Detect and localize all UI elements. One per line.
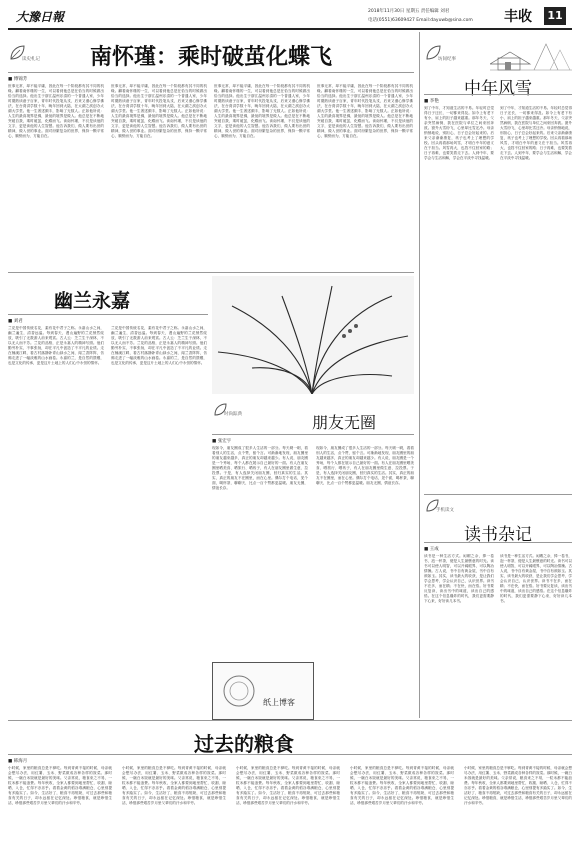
- pen-icon: ■: [424, 99, 429, 104]
- article-title: 朋友无圈: [312, 413, 377, 432]
- article-dushu: [424, 494, 572, 718]
- column-divider: [419, 32, 420, 494]
- column-badge: [8, 44, 56, 70]
- article-title: 幽兰永嘉: [54, 290, 131, 312]
- cabin-image: [490, 34, 572, 72]
- page-number-box: [544, 7, 566, 25]
- article-title: 读书杂记: [464, 525, 532, 545]
- orchid-image: [212, 276, 414, 394]
- author-name: 傅锦芳: [13, 77, 28, 82]
- article-body-col2: 兰花是中国传统名花，素有花中君子之称。永嘉山水之间，幽兰遍生，清香远溢。每到春天，漫山遍野的兰花悄然绽放，吸引了无数游人前来观赏。古人云：芝兰生于深林，不以无人而不芳。兰花的品格，正是永嘉人的精神写照。他们勤劳朴实，不事张扬，却在平凡中创造了不平凡的业绩。走在楠溪江畔，看古村落静卧青山绿水之间，闻兰香阵阵，仿佛走进了一幅淡雅的山水画卷。永嘉的兰，是自然的馈赠，也是文化的传承，更是这片土地上的人们心中永恒的情怀。: [111, 326, 207, 365]
- pen-icon: ■: [424, 547, 429, 552]
- article-body-col4: 小时候，家里的粮食总是不够吃。每到青黄不接的时候，母亲就会想尽办法，用红薯、玉米、野菜做成各种各样的饭菜。那时候，一碗白米饭就是最好的美味。父亲常说，粮食来之不易，一粒米都不能浪费。每年秋收，全家人都要到地里帮忙，收割、晾晒、入仓，忙得不亦乐乎。看着金黄的稻谷堆满粮仓，心里别提有多踏实了。如今，生活好了，粮食不再短缺，可过去那些和粮食有关的日子，却永远留在记忆深处。珍惜粮食，就是珍惜生活，珍惜那些艰苦岁月里父辈们的汗水和辛劳。: [350, 766, 454, 805]
- author-name: 张宏宇: [217, 439, 232, 444]
- pen-icon: ■: [212, 439, 217, 444]
- title-rule: [424, 542, 572, 543]
- article-body-col1: 读书是一种生活方式。闲暇之余，捧一卷书，泡一杯茶，便是人生最惬意的时光。读书可以使人明智，可以开阔眼界，可以陶冶情操。古人说，书中自有黄金屋，书中自有颜如玉。其实，读书最大的收获，是让我们学会思考，学会认识自己，认识世界。读书不在多，而在精；不在快，而在悟。好书要反复读，读出书中的味道，读出自己的感悟。在这个信息爆炸的时代，我们更需要静下心来，好好读几本书。: [424, 554, 494, 603]
- author-name: 刘君: [13, 319, 23, 324]
- byline: [212, 438, 231, 444]
- section-name: 丰收: [504, 9, 532, 25]
- byline: [8, 76, 27, 82]
- article-body-col1: 到了中年，才知道生活的不易。年轻时总觉得日子还长，一切都来得及。如今上有老下有小，肩上的担子越来越重。那年冬天，父亲突然病倒，我在医院与单位之间来回奔波。窗外大雪纷飞，心里却比雪还冷。母亲悄悄地说，别担心，日子总会好起来的。后来父亲渐渐康复，孩子也考上了理想的学校。回头再看那场风雪，才明白中年的意义在于担当。风雪再大，也挡不住回家的路；日子再难，也要笑着走下去。人到中年，要学会与生活和解，学会在平淡中寻找温暖。: [424, 106, 494, 160]
- byline: [8, 758, 27, 764]
- masthead-logo: 大豫日報: [16, 10, 65, 24]
- article-body-col3: 小时候，家里的粮食总是不够吃。每到青黄不接的时候，母亲就会想尽办法，用红薯、玉米、野菜做成各种各样的饭菜。那时候，一碗白米饭就是最好的美味。父亲常说，粮食来之不易，一粒米都不能浪费。每年秋收，全家人都要到地里帮忙，收割、晾晒、入仓，忙得不亦乐乎。看着金黄的稻谷堆满粮仓，心里别提有多踏实了。如今，生活好了，粮食不再短缺，可过去那些和粮食有关的日子，却永远留在记忆深处。珍惜粮食，就是珍惜生活，珍惜那些艰苦岁月里父辈们的汗水和辛劳。: [236, 766, 340, 805]
- column-title: 手机读文: [436, 508, 454, 513]
- ad-label: 纸上博客: [263, 698, 295, 707]
- title-rule: [8, 72, 414, 73]
- article-body-col3: 世事无常，却不能平庸，因此在每一个阶段都有其不同的机缘。翻看南怀瑾的一生，可以看到他总是在恰当的时候做出恰当的选择。他出生于浙江温州乐清的一个普通人家，少年时期熟读诸子百家，青年时代投笔从戎，后来又潜心修学佛法，在台湾讲学数十年，晚年回到大陆，在太湖之滨创办太湖大学堂。他一生著述颇丰，影响了无数人。正如他所说：人生的最高境界是佛，最低的境界是做人。他总是在不断地突破自我，乘时破茧，化蝶而飞。读南怀瑾，不仅是读他的文字，更是读他的人生智慧。他告诉我们，做人要有出世的精神，做入世的事业。面对纷繁复杂的世界，保持一颗平常心，顺势而为，方能自在。: [214, 84, 310, 138]
- title-rule: [424, 94, 572, 95]
- title-rule: [8, 754, 572, 755]
- title-rule: [212, 434, 414, 435]
- bottom-section-rule: [8, 720, 572, 721]
- article-body-col1: 小时候，家里的粮食总是不够吃。每到青黄不接的时候，母亲就会想尽办法，用红薯、玉米、野菜做成各种各样的饭菜。那时候，一碗白米饭就是最好的美味。父亲常说，粮食来之不易，一粒米都不能浪费。每年秋收，全家人都要到地里帮忙，收割、晾晒、入仓，忙得不亦乐乎。看着金黄的稻谷堆满粮仓，心里别提有多踏实了。如今，生活好了，粮食不再短缺，可过去那些和粮食有关的日子，却永远留在记忆深处。珍惜粮食，就是珍惜生活，珍惜那些艰苦岁月里父辈们的汗水和辛劳。: [8, 766, 112, 805]
- article-liangshi: [8, 722, 572, 842]
- article-body-col2: 读书是一种生活方式。闲暇之余，捧一卷书，泡一杯茶，便是人生最惬意的时光。读书可以使人明智，可以开阔眼界，可以陶冶情操。古人说，书中自有黄金屋，书中自有颜如玉。其实，读书最大的收获，是让我们学会思考，学会认识自己，认识世界。读书不在多，而在精；不在快，而在悟。好书要反复读，读出书中的味道，读出自己的感悟。在这个信息爆炸的时代，我们更需要静下心来，好好读几本书。: [500, 554, 572, 603]
- section-rule: [8, 272, 414, 273]
- title-rule: [8, 314, 208, 315]
- article-title: 过去的粮食: [194, 732, 294, 756]
- article-body-col2: 现如今，朋友圈成了很多人生活的一部分。每天刷一刷，看看别人的生活，点个赞，留个言。可渐渐地发现，朋友圈里的朋友越来越多，真正的朋友却越来越少。有人说，朋友圈是一个秀场，每个人都在展示自己最好的一面。有人在朋友圈里晒美食、晒旅行、晒孩子，有人在朋友圈里做生意、拉投票。于是，有人选择关闭朋友圈，回归真实的生活。其实，真正的朋友不在圈里，而在心里。偶尔打个电话，见个面，喝杯茶，聊聊天，比点一百个赞都更温暖。朋友无圈，情谊长存。: [316, 446, 414, 485]
- article-body-col1: 现如今，朋友圈成了很多人生活的一部分。每天刷一刷，看看别人的生活，点个赞，留个言。可渐渐地发现，朋友圈里的朋友越来越多，真正的朋友却越来越少。有人说，朋友圈是一个秀场，每个人都在展示自己最好的一面。有人在朋友圈里晒美食、晒旅行、晒孩子，有人在朋友圈里做生意、拉投票。于是，有人选择关闭朋友圈，回归真实的生活。其实，真正的朋友不在圈里，而在心里。偶尔打个电话，见个面，喝杯茶，聊聊天，比点一百个赞都更温暖。朋友无圈，情谊长存。: [212, 446, 308, 490]
- date-line: 2018年11月30日 星期五 责任编辑 刘君: [368, 9, 450, 14]
- masthead-rule: [8, 28, 572, 30]
- article-youlan: [8, 274, 208, 718]
- article-title: 中年风雪: [464, 79, 532, 99]
- pen-icon: ■: [8, 77, 13, 82]
- ad-box: [212, 662, 314, 720]
- pen-icon: ■: [8, 759, 13, 764]
- masthead: [8, 4, 572, 28]
- author-name: 韩海月: [13, 759, 28, 764]
- byline: [424, 546, 439, 552]
- article-body-col2: 小时候，家里的粮食总是不够吃。每到青黄不接的时候，母亲就会想尽办法，用红薯、玉米、野菜做成各种各样的饭菜。那时候，一碗白米饭就是最好的美味。父亲常说，粮食来之不易，一粒米都不能浪费。每年秋收，全家人都要到地里帮忙，收割、晾晒、入仓，忙得不亦乐乎。看着金黄的稻谷堆满粮仓，心里别提有多踏实了。如今，生活好了，粮食不再短缺，可过去那些和粮食有关的日子，却永远留在记忆深处。珍惜粮食，就是珍惜生活，珍惜那些艰苦岁月里父辈们的汗水和辛劳。: [122, 766, 226, 805]
- pen-icon: ■: [8, 319, 13, 324]
- page-number: 11: [547, 9, 563, 22]
- column-title: 读史札记: [22, 57, 40, 62]
- author-name: 李艳: [429, 99, 439, 104]
- article-huaijin: [8, 32, 414, 272]
- column-title: 坊间纪事: [438, 57, 456, 62]
- blog-emblem-icon: [219, 671, 259, 711]
- contact-line: 电话(0551)63609427 Email:dayuwb@sina.com: [368, 18, 473, 23]
- right-section-rule: [424, 494, 572, 495]
- byline: [8, 318, 23, 324]
- article-body-col2: 世事无常，却不能平庸，因此在每一个阶段都有其不同的机缘。翻看南怀瑾的一生，可以看到他总是在恰当的时候做出恰当的选择。他出生于浙江温州乐清的一个普通人家，少年时期熟读诸子百家，青年时代投笔从戎，后来又潜心修学佛法，在台湾讲学数十年，晚年回到大陆，在太湖之滨创办太湖大学堂。他一生著述颇丰，影响了无数人。正如他所说：人生的最高境界是佛，最低的境界是做人。他总是在不断地突破自我，乘时破茧，化蝶而飞。读南怀瑾，不仅是读他的文字，更是读他的人生智慧。他告诉我们，做人要有出世的精神，做入世的事业。面对纷繁复杂的世界，保持一颗平常心，顺势而为，方能自在。: [111, 84, 207, 138]
- article-body-col1: 世事无常，却不能平庸，因此在每一个阶段都有其不同的机缘。翻看南怀瑾的一生，可以看到他总是在恰当的时候做出恰当的选择。他出生于浙江温州乐清的一个普通人家，少年时期熟读诸子百家，青年时代投笔从戎，后来又潜心修学佛法，在台湾讲学数十年，晚年回到大陆，在太湖之滨创办太湖大学堂。他一生著述颇丰，影响了无数人。正如他所说：人生的最高境界是佛，最低的境界是做人。他总是在不断地突破自我，乘时破茧，化蝶而飞。读南怀瑾，不仅是读他的文字，更是读他的人生智慧。他告诉我们，做人要有出世的精神，做入世的事业。面对纷繁复杂的世界，保持一颗平常心，顺势而为，方能自在。: [8, 84, 104, 138]
- column-title: 时尚踪典: [224, 412, 242, 417]
- article-body-col2: 到了中年，才知道生活的不易。年轻时总觉得日子还长，一切都来得及。如今上有老下有小，肩上的担子越来越重。那年冬天，父亲突然病倒，我在医院与单位之间来回奔波。窗外大雪纷飞，心里却比雪还冷。母亲悄悄地说，别担心，日子总会好起来的。后来父亲渐渐康复，孩子也考上了理想的学校。回头再看那场风雪，才明白中年的意义在于担当。风雪再大，也挡不住回家的路；日子再难，也要笑着走下去。人到中年，要学会与生活和解，学会在平淡中寻找温暖。: [500, 106, 572, 160]
- author-name: 王成: [429, 547, 439, 552]
- article-zhongnian: [424, 32, 572, 494]
- article-body-col4: 世事无常，却不能平庸，因此在每一个阶段都有其不同的机缘。翻看南怀瑾的一生，可以看到他总是在恰当的时候做出恰当的选择。他出生于浙江温州乐清的一个普通人家，少年时期熟读诸子百家，青年时代投笔从戎，后来又潜心修学佛法，在台湾讲学数十年，晚年回到大陆，在太湖之滨创办太湖大学堂。他一生著述颇丰，影响了无数人。正如他所说：人生的最高境界是佛，最低的境界是做人。他总是在不断地突破自我，乘时破茧，化蝶而飞。读南怀瑾，不仅是读他的文字，更是读他的人生智慧。他告诉我们，做人要有出世的精神，做入世的事业。面对纷繁复杂的世界，保持一颗平常心，顺势而为，方能自在。: [317, 84, 413, 138]
- column-divider-lower: [419, 494, 420, 718]
- orchid-photo: [212, 276, 414, 394]
- article-body-col5: 小时候，家里的粮食总是不够吃。每到青黄不接的时候，母亲就会想尽办法，用红薯、玉米、野菜做成各种各样的饭菜。那时候，一碗白米饭就是最好的美味。父亲常说，粮食来之不易，一粒米都不能浪费。每年秋收，全家人都要到地里帮忙，收割、晾晒、入仓，忙得不亦乐乎。看着金黄的稻谷堆满粮仓，心里别提有多踏实了。如今，生活好了，粮食不再短缺，可过去那些和粮食有关的日子，却永远留在记忆深处。珍惜粮食，就是珍惜生活，珍惜那些艰苦岁月里父辈们的汗水和辛劳。: [464, 766, 572, 805]
- article-body-col1: 兰花是中国传统名花，素有花中君子之称。永嘉山水之间，幽兰遍生，清香远溢。每到春天，漫山遍野的兰花悄然绽放，吸引了无数游人前来观赏。古人云：芝兰生于深林，不以无人而不芳。兰花的品格，正是永嘉人的精神写照。他们勤劳朴实，不事张扬，却在平凡中创造了不平凡的业绩。走在楠溪江畔，看古村落静卧青山绿水之间，闻兰香阵阵，仿佛走进了一幅淡雅的山水画卷。永嘉的兰，是自然的馈赠，也是文化的传承，更是这片土地上的人们心中永恒的情怀。: [8, 326, 104, 365]
- article-title: 南怀瑾：乘时破茧化蝶飞: [90, 44, 333, 70]
- byline: [424, 98, 439, 104]
- cabin-illustration: [490, 34, 572, 72]
